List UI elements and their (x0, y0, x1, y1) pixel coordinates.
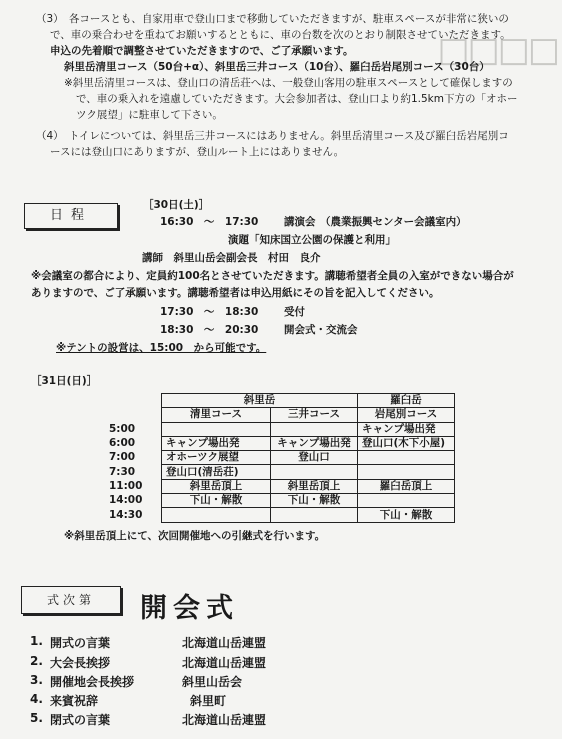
transport-note-line1: ※斜里岳清里コースは、登山口の清岳荘へは、一般登山客用の駐車スペースとして確保しますの (64, 77, 513, 89)
course-header-iwaobetsu: 岩尾別コース (358, 408, 455, 422)
table-row: 14:30 下山・解散 (105, 508, 455, 522)
summit-handover-note: ※斜里岳頂上にて、次回開催地への引継式を行います。 (64, 530, 326, 542)
capacity-note-line1: ※会議室の都合により、定員約100名とさせていただきます。講聴希望者全員の入室ができない場合が (31, 270, 514, 282)
bleed-through-glyphs: □□□□ (437, 30, 558, 70)
course-header-kiyosato: 清里コース (162, 408, 271, 422)
day1-label: ［30日(土)］ (143, 199, 210, 211)
day2-label: ［31日(日)］ (31, 375, 98, 387)
reception-name: 受付 (284, 306, 305, 318)
table-row: 6:00 キャンプ場出発 キャンプ場出発 登山口(木下小屋) (105, 436, 455, 450)
transport-p3-line1: （3） 各コースとも、自家用車で登山口まで移動していただきますが、駐車スペースが非常に狭いの (36, 13, 509, 25)
reception-time: 17:30 ～ 18:30 (160, 306, 259, 318)
ceremony-box-label: 式次第 (21, 586, 121, 614)
transport-p4-line1: （4） トイレについては、斜里岳三井コースにはありません。斜里岳清里コース及び羅臼岳岩尾別コ (36, 130, 509, 142)
list-item: 4. 来賓祝辞 斜里町 (30, 692, 227, 708)
transport-note-line3: ツク展望」に駐車して下さい。 (76, 109, 223, 121)
lecture-topic: 演題「知床国立公園の保護と利用」 (228, 234, 396, 246)
table-row: 11:00 斜里岳頂上 斜里岳頂上 羅臼岳頂上 (105, 479, 455, 493)
lecture-time: 16:30 ～ 17:30 (160, 216, 259, 228)
list-item: 2. 大会長挨拶 北海道山岳連盟 (30, 654, 267, 670)
transport-note-line2: で、車の乗入れを遠慮していただきます。大会参加者は、登山口より約1.5km下方の「オホー (76, 93, 518, 105)
lecture-name: 講演会 (284, 216, 316, 228)
ceremony-title: 開会式 (140, 593, 239, 624)
tent-note: ※テントの設営は、15:00 から可能です。 (56, 342, 267, 354)
table-row: 7:30 登山口(清岳荘) (105, 465, 455, 479)
mountain-header-rausu: 羅臼岳 (358, 394, 455, 408)
opening-name: 開会式・交流会 (284, 324, 358, 336)
transport-p3-line2: で、車の乗合わせを重ねてお願いするとともに、車の台数を次のとおり制限させていただきます。 (50, 29, 511, 41)
course-header-mitsui: 三井コース (271, 408, 358, 422)
capacity-note-line2: ありますので、ご了承願います。講聴希望者は申込用紙にその旨を記入してください。 (31, 287, 440, 299)
mountain-header-shari: 斜里岳 (162, 394, 358, 408)
transport-p3-line3: 申込の先着順で調整させていただきますので、ご了承願います。 (50, 45, 354, 57)
list-item: 3. 開催地会長挨拶 斜里山岳会 (30, 673, 243, 689)
table-row: 5:00 キャンプ場出発 (105, 422, 455, 436)
table-row: 14:00 下山・解散 下山・解散 (105, 494, 455, 508)
day2-schedule-table (105, 393, 455, 523)
opening-time: 18:30 ～ 20:30 (160, 324, 259, 336)
lecturer: 講師 斜里山岳会副会長 村田 良介 (142, 252, 321, 264)
transport-car-limits: 斜里岳清里コース（50台+α）、斜里岳三井コース（10台）、羅臼岳岩尾別コース（30台） (64, 61, 490, 73)
list-item: 5. 閉式の言葉 北海道山岳連盟 (30, 711, 267, 727)
table-corner (105, 394, 162, 408)
transport-p4-line2: ースには登山口にありますが、登山ルート上にはありません。 (50, 146, 345, 158)
schedule-heading: 日程 (24, 203, 118, 229)
table-row: 7:00 オホーツク展望 登山口 (105, 451, 455, 465)
lecture-venue: （農業振興センター会議室内） (320, 216, 467, 228)
list-item: 1. 開式の言葉 北海道山岳連盟 (30, 634, 267, 650)
